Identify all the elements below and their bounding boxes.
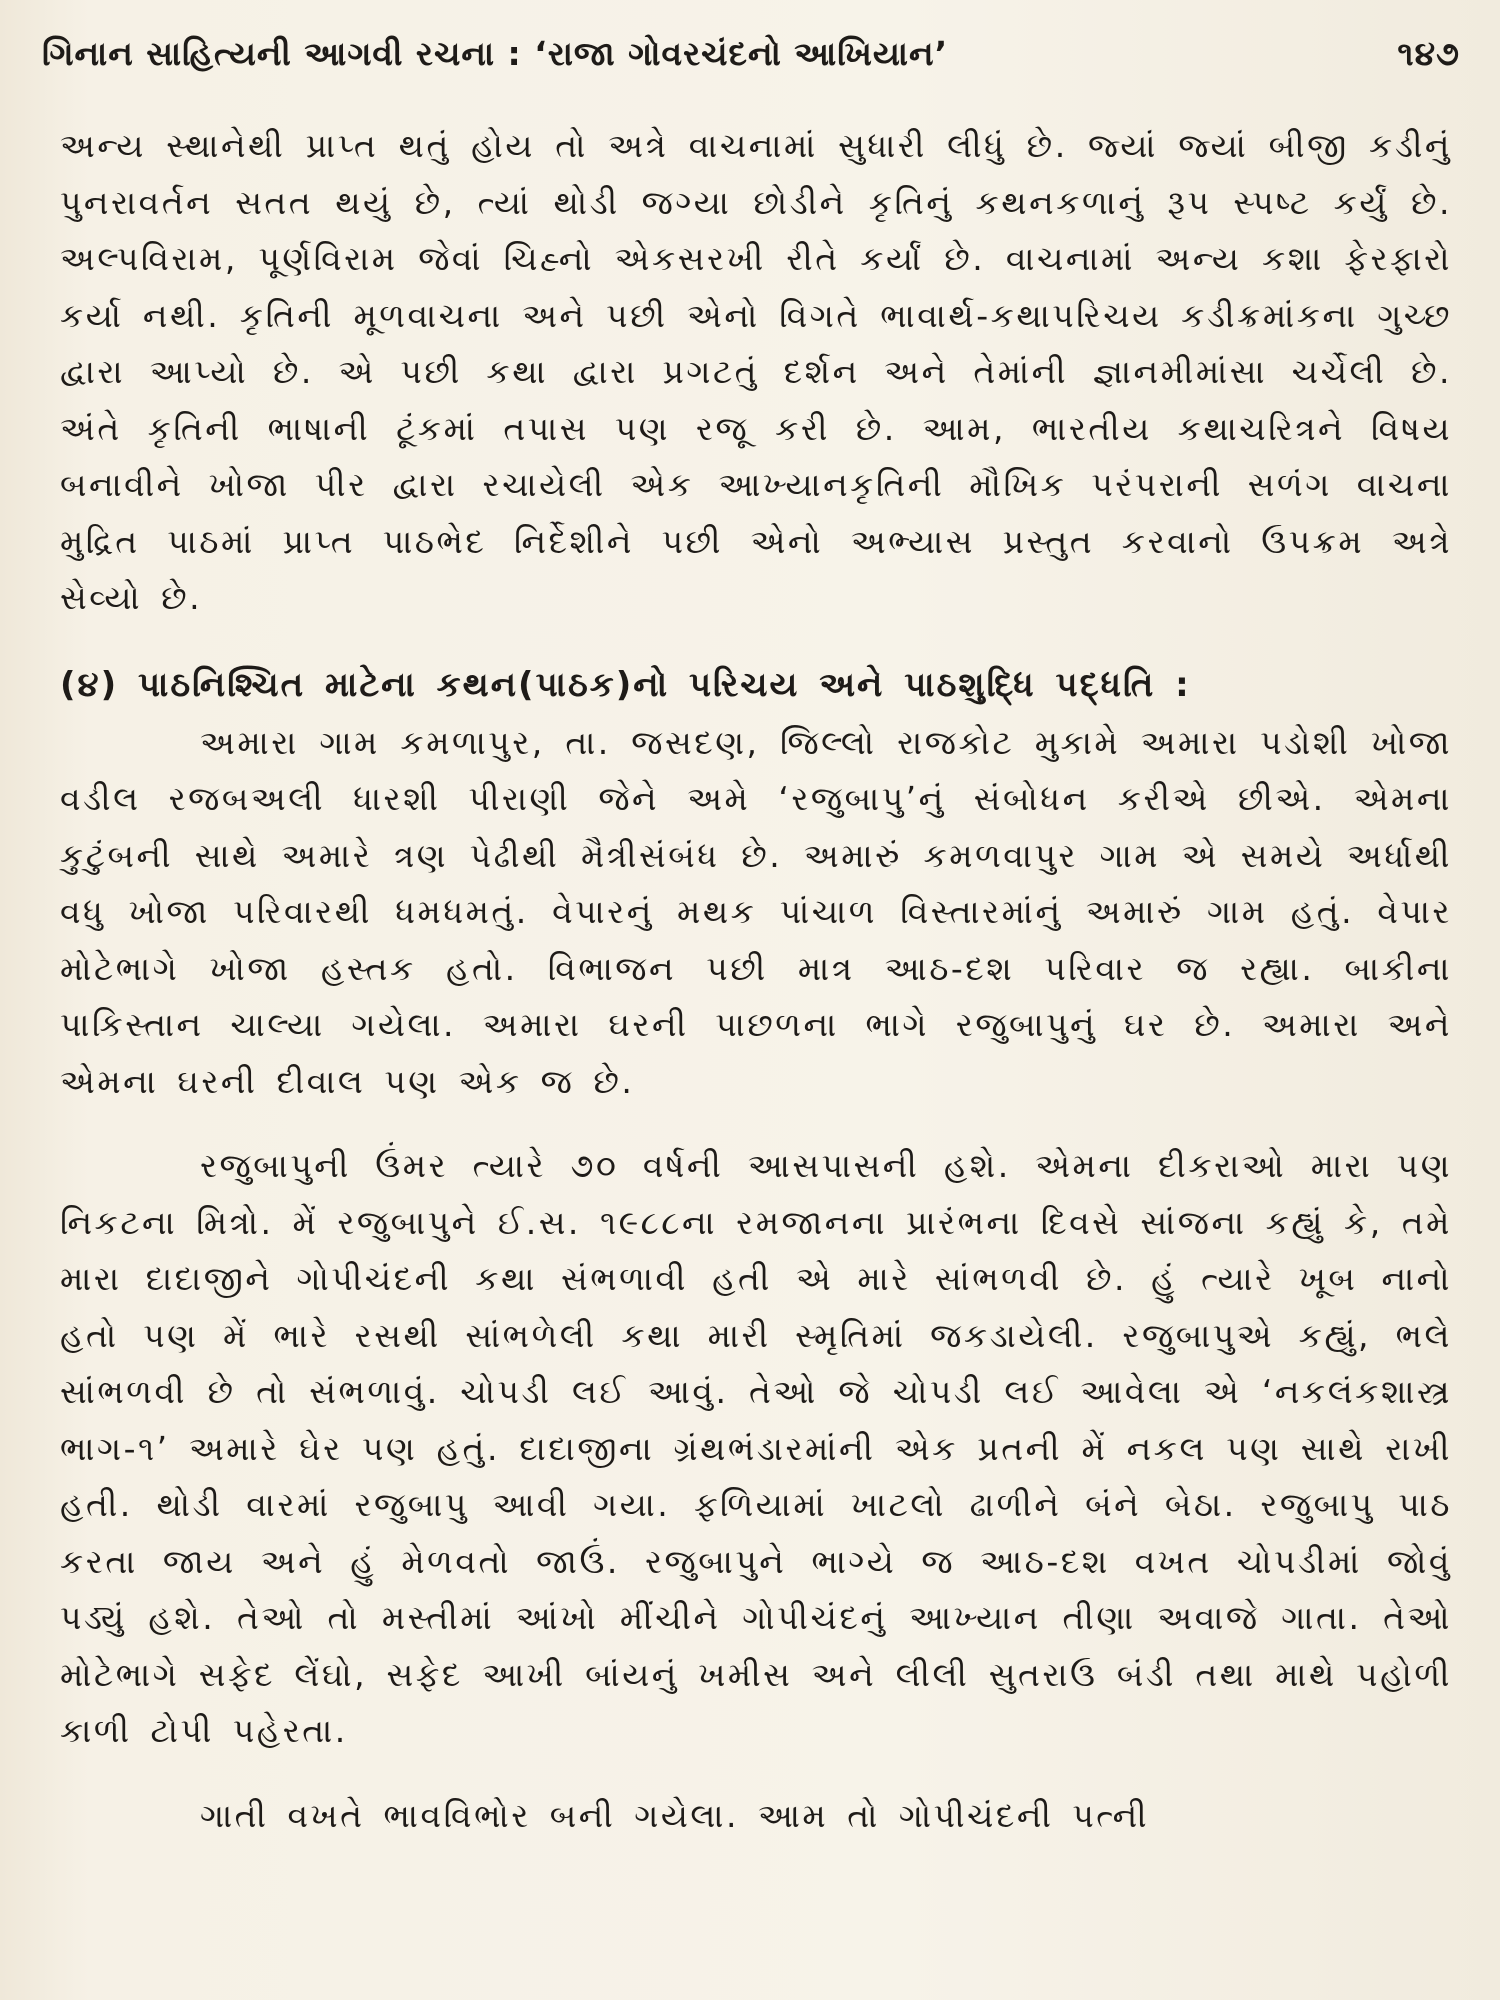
body-text (60, 118, 1452, 1844)
paragraph-continuation: અન્ય સ્થાનેથી પ્રાપ્ત થતું હોય તો અત્રે વાચનામાં સુધારી લીધું છે. જ્યાં જ્યાં બીજી કડીનું પુનરાવર્તન સતત થયું છે, ત્યાં થોડી જગ્યા છોડીને કૃતિનું કથનકળાનું રૂપ સ્પષ્ટ કર્યું છે. અલ્પવિરામ, પૂર્ણવિરામ જેવાં ચિહ્નો એકસરખી રીતે કર્યાં છે. વાચનામાં અન્ય કશા ફેરફારો કર્યા નથી. કૃતિની મૂળવાચના અને પછી એનો વિગતે ભાવાર્થ-કથાપરિચય કડીક્રમાંકના ગુચ્છ દ્વારા આપ્યો છે. એ પછી કથા દ્વારા પ્રગટતું દર્શન અને તેમાંની જ્ઞાનમીમાંસા ચર્ચેલી છે. અંતે કૃતિની ભાષાની ટૂંકમાં તપાસ પણ રજૂ કરી છે. આમ, ભારતીય કથાચરિત્રને વિષય બનાવીને ખોજા પીર દ્વારા રચાયેલી એક આખ્યાનકૃતિની મૌખિક પરંપરાની સળંગ વાચના મુદ્રિત પાઠમાં પ્રાપ્ત પાઠભેદ નિર્દેશીને પછી એનો અભ્યાસ પ્રસ્તુત કરવાનો ઉપક્રમ અત્રે સેવ્યો છે. (60, 126, 1452, 617)
paragraph-final-line: ગાતી વખતે ભાવવિભોર બની ગયેલા. આમ તો ગોપીચંદની પત્ની (200, 1795, 1150, 1835)
paragraph-gap (60, 1760, 1452, 1788)
running-header (42, 22, 1460, 86)
paragraph-reciter-intro: અમારા ગામ કમળાપુર, તા. જસદણ, જિલ્લો રાજકોટ મુકામે અમારા પડોશી ખોજા વડીલ રજબઅલી ધારશી પીરાણી જેને અમે ‘રજુબાપુ’નું સંબોધન કરીએ છીએ. એમના કુટુંબની સાથે અમારે ત્રણ પેઢીથી મૈત્રીસંબંધ છે. અમારું કમળવાપુર ગામ એ સમયે અર્ધાથી વધુ ખોજા પરિવારથી ધમધમતું. વેપારનું મથક પાંચાળ વિસ્તારમાંનું અમારું ગામ હતું. વેપાર મોટેભાગે ખોજા હસ્તક હતો. વિભાજન પછી માત્ર આઠ-દશ પરિવાર જ રહ્યા. બાકીના પાકિસ્તાન ચાલ્યા ગયેલા. અમારા ઘરની પાછળના ભાગે રજુબાપુનું ઘર છે. અમારા અને એમના ઘરની દીવાલ પણ એક જ છે. (60, 722, 1452, 1101)
running-header-title: ગિનાન સાહિત્યની આગવી રચના : ‘રાજા ગોવરચંદનો આખિયાન’ (42, 34, 949, 73)
page-number: ૧૪૭ (1397, 34, 1460, 73)
section-gap (60, 627, 1452, 655)
section-heading: (૪) પાઠનિશ્ચિત માટેના કથન(પાઠક)નો પરિચય અને પાઠશુદ્ધિ પદ્ધતિ : (60, 664, 1191, 705)
paragraph-recitation-session: રજુબાપુની ઉંમર ત્યારે ૭૦ વર્ષની આસપાસની હશે. એમના દીકરાઓ મારા પણ નિકટના મિત્રો. મેં રજુબાપુને ઈ.સ. ૧૯૮૮ના રમજાનના પ્રારંભના દિવસે સાંજના કહ્યું કે, તમે મારા દાદાજીને ગોપીચંદની કથા સંભળાવી હતી એ મારે સાંભળવી છે. હું ત્યારે ખૂબ નાનો હતો પણ મેં ભારે રસથી સાંભળેલી કથા મારી સ્મૃતિમાં જકડાયેલી. રજુબાપુએ કહ્યું, ભલે સાંભળવી છે તો સંભળાવું. ચોપડી લઈ આવું. તેઓ જે ચોપડી લઈ આવેલા એ ‘નકલંકશાસ્ત્ર ભાગ-૧’ અમારે ઘેર પણ હતું. દાદાજીના ગ્રંથભંડારમાંની એક પ્રતની મેં નકલ પણ સાથે રાખી હતી. થોડી વારમાં રજુબાપુ આવી ગયા. ફળિયામાં ખાટલો ઢાળીને બંને બેઠા. રજુબાપુ પાઠ કરતા જાય અને હું મેળવતો જાઉં. રજુબાપુને ભાગ્યે જ આઠ-દશ વખત ચોપડીમાં જોવું પડ્યું હશે. તેઓ તો મસ્તીમાં આંખો મીંચીને ગોપીચંદનું આખ્યાન તીણા અવાજે ગાતા. તેઓ મોટેભાગે સફેદ લેંઘો, સફેદ આખી બાંયનું ખમીસ અને લીલી સુતરાઉ બંડી તથા માથે પહોળી કાળી ટોપી પહેરતા. (60, 1146, 1452, 1750)
paragraph-gap (60, 1110, 1452, 1138)
